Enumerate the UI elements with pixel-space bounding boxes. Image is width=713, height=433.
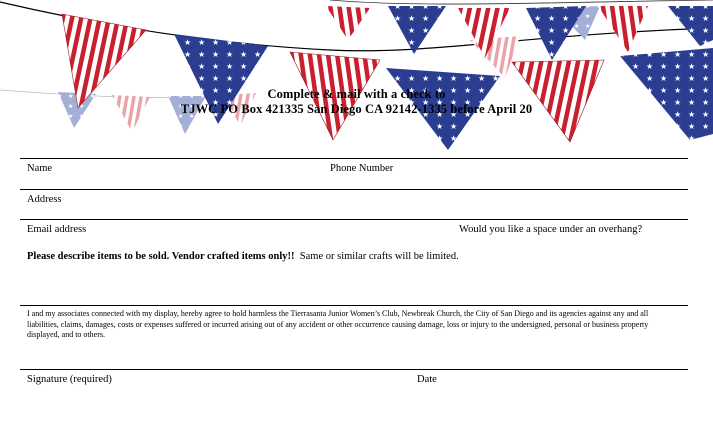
address-label: Address	[27, 194, 62, 205]
name-label: Name	[27, 163, 53, 174]
date-label: Date	[417, 374, 437, 385]
mailing-instruction-line: Complete & mail with a check to	[267, 87, 446, 101]
email-address-label: Email address	[27, 224, 87, 235]
items-description-note: Same or similar crafts will be limited.	[294, 251, 459, 262]
form-rule	[20, 305, 688, 306]
overhang-question-label: Would you like a space under an overhang?	[459, 224, 643, 235]
signature-label: Signature (required)	[27, 374, 112, 385]
form-rule	[20, 189, 688, 190]
form-rule	[20, 158, 688, 159]
form-rule	[20, 369, 688, 370]
form-rule	[20, 219, 688, 220]
items-description-instruction	[27, 251, 459, 262]
mailing-address-line: TJWC PO Box 421335 San Diego CA 92142-1335 before April 20	[180, 102, 533, 116]
phone-number-label: Phone Number	[330, 163, 394, 174]
items-description-bold: Please describe items to be sold. Vendor crafted items only!!	[27, 251, 295, 262]
liability-waiver-text: I and my associates connected with my display, hereby agree to hold harmless the Tierrasanta Junior Women’s Club, Newbreak Church, the City of San Diego and its agencies against any and all liabilities, claims, damages, costs or expenses suffered or incurred arising out of any accident or other occurrence causing damage, loss or injury to the undersigned, personal or business property displayed, and to others.	[27, 309, 649, 339]
patriotic-bunting-decoration	[0, 0, 713, 160]
